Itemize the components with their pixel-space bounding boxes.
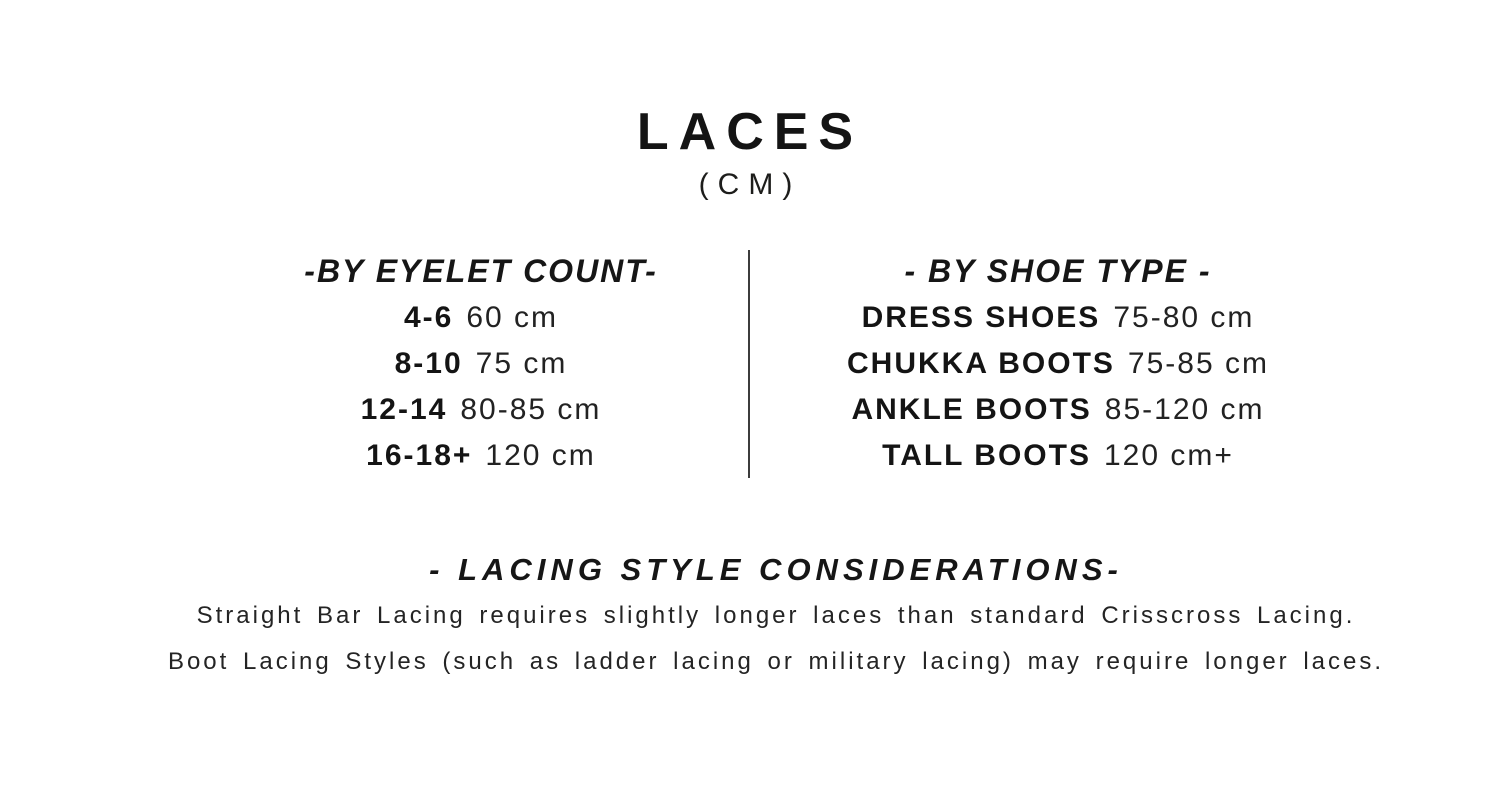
eyelet-count-column	[181, 253, 781, 479]
size-row	[181, 341, 781, 387]
eyelet-range: 4-6	[403, 301, 454, 334]
page-title: LACES	[636, 103, 864, 161]
shoe-type: CHUKKA BOOTS	[847, 347, 1115, 380]
header	[0, 102, 1500, 203]
lace-length: 120 cm	[485, 439, 596, 472]
shoe-type-header: - BY SHOE TYPE -	[904, 253, 1212, 289]
shoe-type: TALL BOOTS	[882, 439, 1091, 472]
eyelet-range: 8-10	[394, 347, 463, 380]
shoe-type-column	[758, 253, 1358, 479]
size-row	[758, 433, 1358, 479]
size-row	[181, 433, 781, 479]
lace-length: 80-85 cm	[460, 393, 602, 426]
lace-length: 85-120 cm	[1104, 393, 1265, 426]
size-row	[758, 295, 1358, 341]
size-row	[758, 341, 1358, 387]
column-divider	[748, 250, 750, 478]
eyelet-range: 12-14	[360, 393, 448, 426]
lace-length: 60 cm	[466, 301, 559, 334]
lace-length: 75 cm	[475, 347, 568, 380]
size-row	[181, 295, 781, 341]
lace-length: 75-85 cm	[1127, 347, 1269, 380]
shoe-type: DRESS SHOES	[861, 301, 1101, 334]
considerations-header: - LACING STYLE CONSIDERATIONS-	[429, 552, 1123, 587]
considerations-line-1: Straight Bar Lacing requires slightly longer laces than standard Crisscross Lacing.	[196, 602, 1356, 629]
eyelet-count-header: -BY EYELET COUNT-	[304, 253, 658, 289]
lacing-considerations	[26, 551, 1500, 685]
lace-length: 120 cm+	[1103, 439, 1234, 472]
considerations-line-2: Boot Lacing Styles (such as ladder lacing or military lacing) may require longer laces.	[167, 648, 1385, 675]
size-row	[181, 387, 781, 433]
eyelet-range: 16-18+	[366, 439, 473, 472]
shoe-type: ANKLE BOOTS	[851, 393, 1092, 426]
page-subtitle: (CM)	[698, 168, 802, 201]
lace-length: 75-80 cm	[1113, 301, 1255, 334]
size-row	[758, 387, 1358, 433]
